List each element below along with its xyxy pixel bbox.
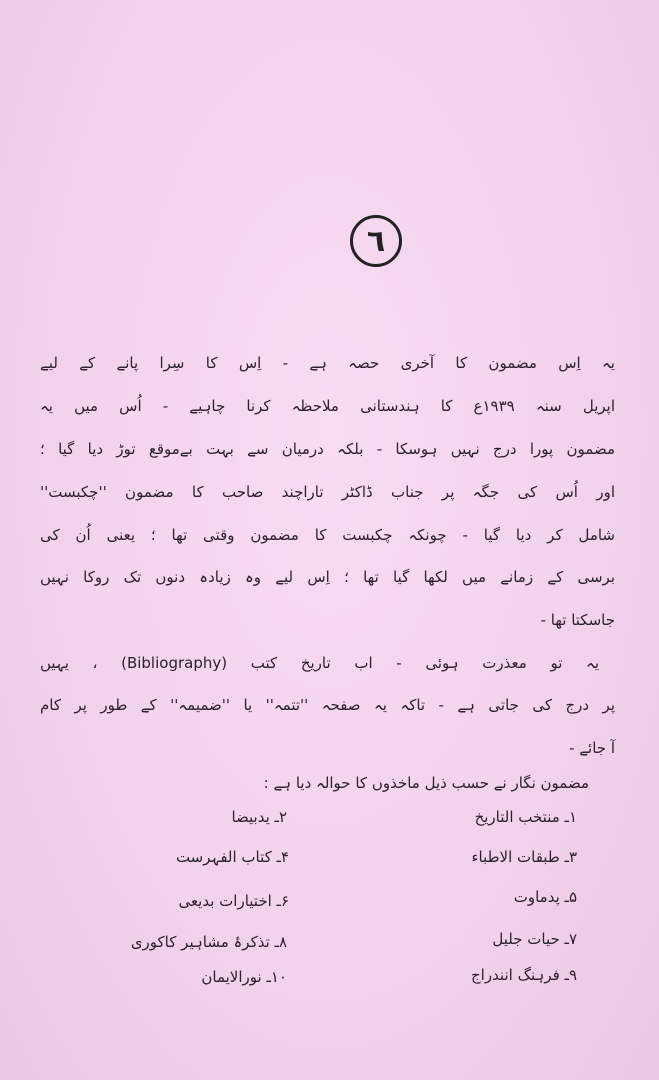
reference-5: ۵ـ پدماوت [513,888,577,906]
paragraph-line-2: اپریل سنہ ۱۹۳۹ع کا ہندستانی ملاحظہ کرنا چاہیے - اُس میں یہ [40,397,615,415]
paragraph-line-4: اور اُس کی جگہ پر جناب ڈاکٹر تاراچند صاحب کا مضمون ''چکبست'' [40,483,615,501]
reference-7: ۷ـ حیات جلیل [492,930,577,948]
reference-1: ۱ـ منتخب التاریخ [474,808,577,826]
chapter-number-circle: ٦ [350,215,402,267]
paragraph-line-6: برسی کے زمانے میں لکھا گیا تھا ؛ اِس لیے وہ زیادہ دنوں تک روکا نہیں [40,568,615,586]
paragraph-line-10: آ جائے - [569,739,615,757]
reference-9: ۹ـ فرہنگ انندراج [470,966,577,984]
reference-4: ۴ـ کتاب الفہرست [175,848,289,866]
paragraph-line-1: یہ اِس مضمون کا آخری حصہ ہے - اِس کا سِرا پانے کے لیے [40,354,615,372]
paragraph-line-7: جاسکتا تھا - [540,611,615,629]
reference-8: ۸ـ تذکرۂ مشاہیر کاکوری [130,933,287,951]
sources-intro: مضمون نگار نے حسب ذیل ماخذوں کا حوالہ دیا ہے : [263,774,589,792]
reference-3: ۳ـ طبقات الاطباء [471,848,577,866]
paragraph-line-5: شامل کر دیا گیا - چونکہ چکبست کا مضمون وقتی تھا ؛ یعنی اُن کی [40,526,615,544]
paragraph-line-9: پر درج کی جاتی ہے - تاکہ یہ صفحہ ''تتمہ'' یا ''ضمیمہ'' کے طور پر کام [40,696,615,714]
reference-2: ۲ـ یدبیضا [231,808,287,826]
paragraph-line-3: مضمون پورا درج نہیں ہوسکا - بلکہ درمیان سے بہت بےموقع توڑ دیا گیا ؛ [40,440,615,458]
reference-10: ۱۰ـ نورالایمان [201,968,287,986]
paragraph-line-8: یہ تو معذرت ہوئی - اب تاریخ کتب (Bibliography) ، یہیں [40,654,599,672]
reference-6: ۶ـ اختیارات بدیعی [178,892,289,910]
